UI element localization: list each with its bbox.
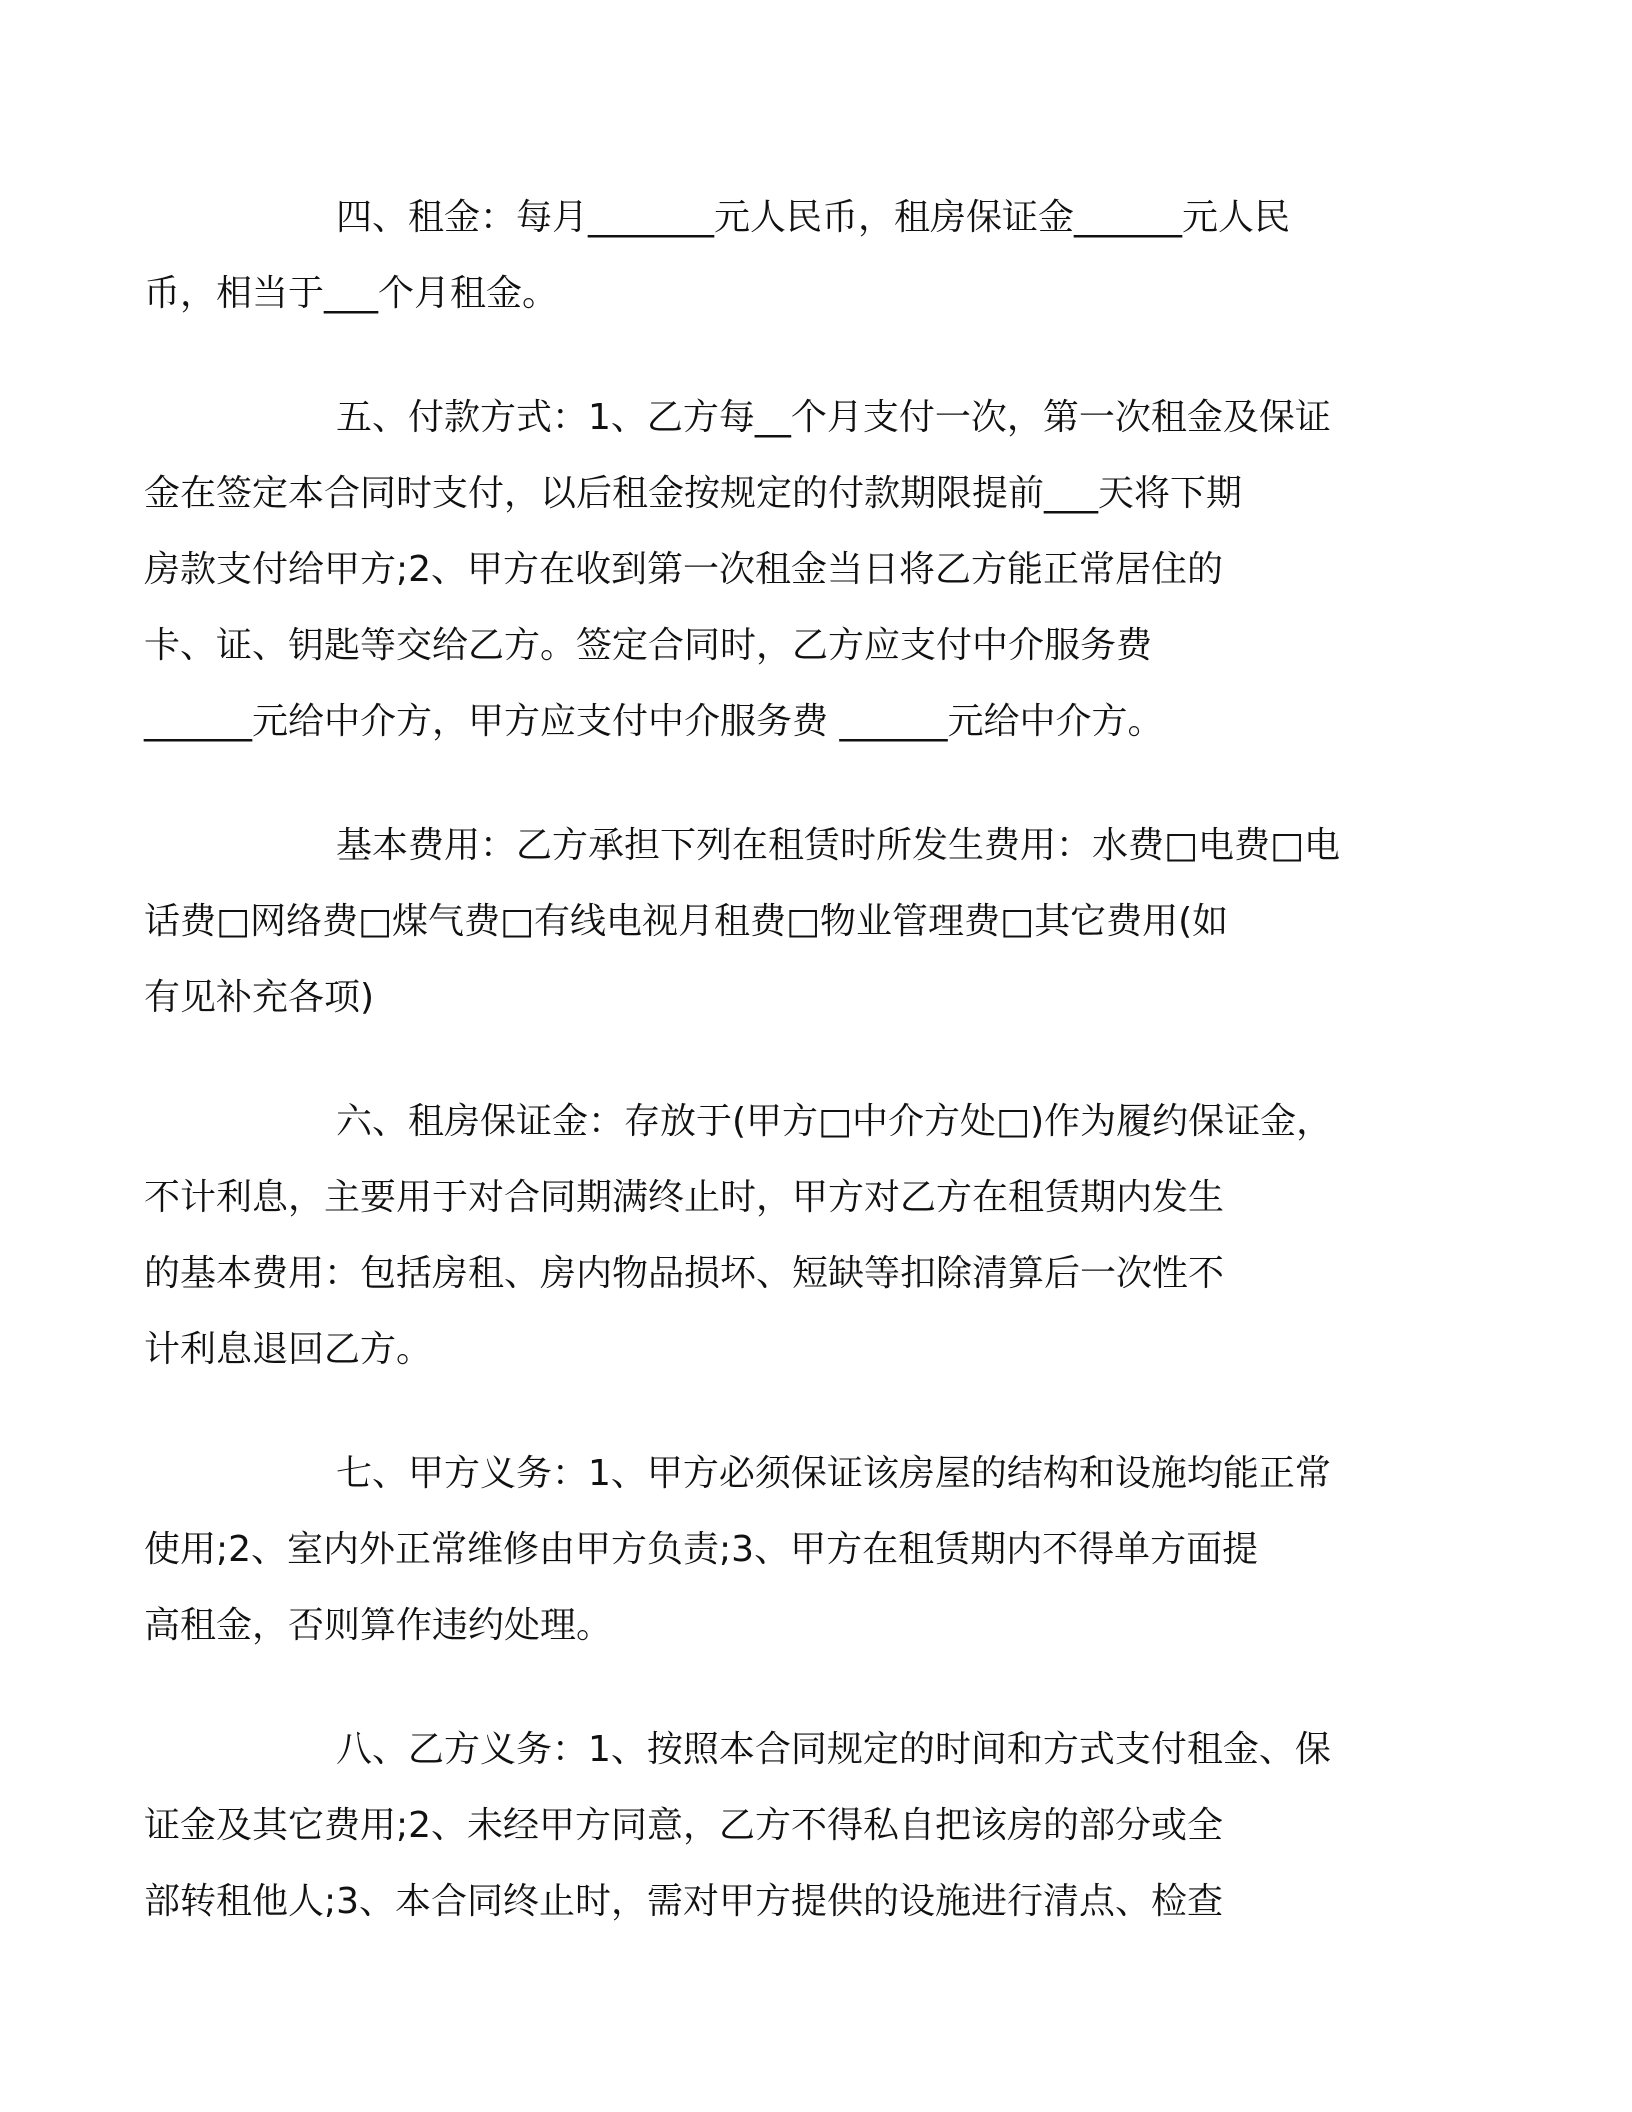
text-line: 四、租金：每月_______元人民币，租房保证金______元人民 [336, 197, 1291, 238]
text-line: 高租金，否则算作违约处理。 [144, 1605, 613, 1646]
text-line: ______元给中介方，甲方应支付中介服务费 ______元给中介方。 [144, 701, 1164, 742]
text-line: 证金及其它费用;2、未经甲方同意，乙方不得私自把该房的部分或全 [144, 1805, 1224, 1846]
text-line: 币，相当于___个月租金。 [144, 273, 559, 314]
document-body [144, 180, 1392, 1988]
text-line: 六、租房保证金：存放于(甲方□中介方处□)作为履约保证金， [336, 1101, 1333, 1142]
paragraph-rent [144, 180, 1392, 332]
text-line: 房款支付给甲方;2、甲方在收到第一次租金当日将乙方能正常居住的 [144, 549, 1224, 590]
paragraph-party-a-obligations [144, 1436, 1392, 1664]
text-line: 不计利息，主要用于对合同期满终止时，甲方对乙方在租赁期内发生 [144, 1177, 1225, 1218]
text-line: 使用;2、室内外正常维修由甲方负责;3、甲方在租赁期内不得单方面提 [144, 1529, 1259, 1570]
paragraph-payment-method [144, 380, 1392, 760]
text-line: 卡、证、钥匙等交给乙方。签定合同时，乙方应支付中介服务费 [144, 625, 1153, 666]
paragraph-party-b-obligations [144, 1712, 1392, 1940]
text-line: 七、甲方义务：1、甲方必须保证该房屋的结构和设施均能正常 [336, 1453, 1331, 1494]
text-line: 金在签定本合同时支付，以后租金按规定的付款期限提前___天将下期 [144, 473, 1243, 514]
text-line: 有见补充各项) [144, 977, 375, 1018]
text-line: 话费□网络费□煤气费□有线电视月租费□物业管理费□其它费用(如 [144, 901, 1229, 942]
text-line: 八、乙方义务：1、按照本合同规定的时间和方式支付租金、保 [336, 1729, 1331, 1770]
text-line: 部转租他人;3、本合同终止时，需对甲方提供的设施进行清点、检查 [144, 1881, 1224, 1922]
paragraph-deposit [144, 1084, 1392, 1388]
text-line: 基本费用：乙方承担下列在租赁时所发生费用：水费□电费□电 [336, 825, 1341, 866]
text-line: 五、付款方式：1、乙方每__个月支付一次，第一次租金及保证 [336, 397, 1331, 438]
text-line: 计利息退回乙方。 [144, 1329, 433, 1370]
text-line: 的基本费用：包括房租、房内物品损坏、短缺等扣除清算后一次性不 [144, 1253, 1225, 1294]
paragraph-basic-fees [144, 808, 1392, 1036]
